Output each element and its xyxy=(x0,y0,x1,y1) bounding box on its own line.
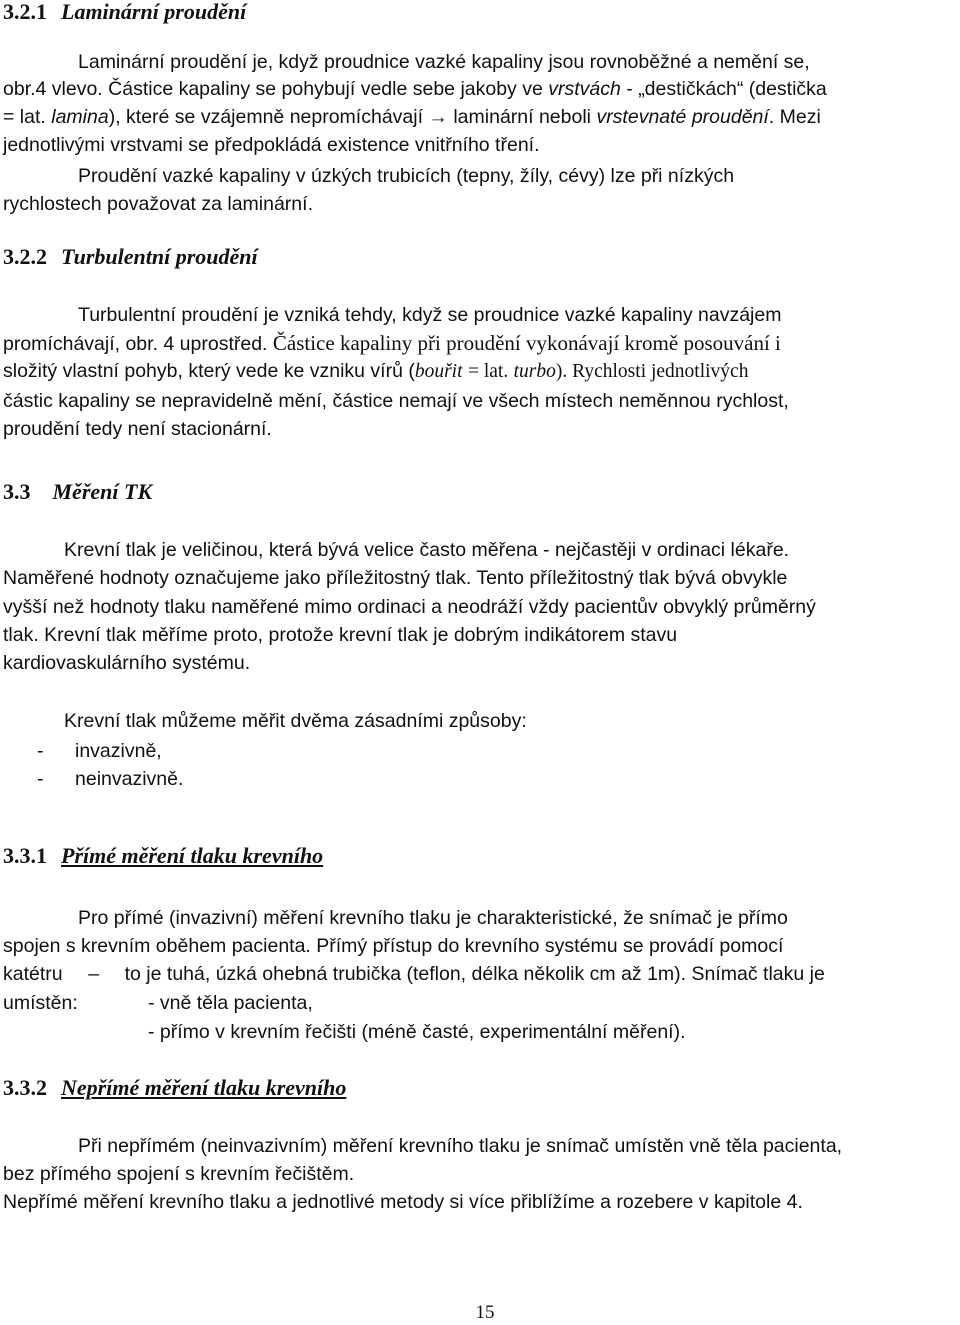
text-line: Pro přímé (invazivní) měření krevního tlaku je charakteristické, že snímač je přímo xyxy=(78,907,788,929)
text-line: tlak. Krevní tlak měříme proto, protože krevní tlak je dobrým indikátorem stavu xyxy=(3,624,678,646)
text-line: Laminární proudění je, když proudnice vazké kapaliny jsou rovnoběžné a nemění se, xyxy=(78,51,810,73)
text-line: Naměřené hodnoty označujeme jako příležitostný tlak. Tento příležitostný tlak bývá obvykle xyxy=(3,567,788,589)
section-heading-3-3-2: 3.3.2 Nepřímé měření tlaku krevního xyxy=(3,1075,347,1100)
section-title: Turbulentní proudění xyxy=(61,244,258,269)
text-line: bez přímého spojení s krevním řečištěm. xyxy=(3,1163,355,1185)
section-title: Laminární proudění xyxy=(61,0,247,24)
section-title: Nepřímé měření tlaku krevního xyxy=(61,1075,347,1100)
text-line: Krevní tlak můžeme měřit dvěma zásadními způsoby: xyxy=(64,710,527,732)
text-line: vyšší než hodnoty tlaku naměřené mimo ordinaci a neodráží vždy pacientův obvyklý průměrný xyxy=(3,596,816,618)
section-heading-3-2-2: 3.2.2 Turbulentní proudění xyxy=(3,244,258,269)
text-line: částic kapaliny se nepravidelně mění, částice nemají ve všech místech neměnnou rychlost, xyxy=(3,390,789,412)
text-line: Při nepřímém (neinvazivním) měření krevního tlaku je snímač umístěn vně těla pacienta, xyxy=(78,1135,843,1157)
text-line: složitý vlastní pohyb, který vede ke vzniku vírů (bouřit = lat. turbo). Rychlosti jednotlivých xyxy=(3,360,749,382)
text-line: jednotlivými vrstvami se předpokládá existence vnitřního tření. xyxy=(3,134,540,156)
text-line: Proudění vazké kapaliny v úzkých trubicích (tepny, žíly, cévy) lze při nízkých xyxy=(78,165,735,187)
text-line: spojen s krevním oběhem pacienta. Přímý přístup do krevního systému se provádí pomocí xyxy=(3,935,784,957)
text-line: promíchávají, obr. 4 uprostřed. Částice kapaliny při proudění vykonávají kromě posouvání i xyxy=(3,331,781,355)
text-line: Turbulentní proudění je vzniká tehdy, když se proudnice vazké kapaliny navzájem xyxy=(78,304,782,326)
section-heading-3-3-1: 3.3.1 Přímé měření tlaku krevního xyxy=(3,843,324,868)
text-line: kardiovaskulárního systému. xyxy=(3,652,251,674)
section-heading-3-3: 3.3 Měření TK xyxy=(3,479,153,504)
list-item: - neinvazivně. xyxy=(37,768,184,790)
page-number: 15 xyxy=(475,1302,495,1323)
text-line: obr.4 vlevo. Částice kapaliny se pohybují vedle sebe jakoby ve vrstvách - „destičkách“ (destička xyxy=(3,78,827,100)
section-heading-3-2-1: 3.2.1 Laminární proudění xyxy=(3,0,247,24)
text-line: - přímo v krevním řečišti (méně časté, experimentální měření). xyxy=(148,1021,686,1043)
text-line: Nepřímé měření krevního tlaku a jednotlivé metody si více přiblížíme a rozebere v kapitole 4. xyxy=(3,1191,803,1213)
text-line: Krevní tlak je veličinou, která bývá velice často měřena - nejčastěji v ordinaci lékaře. xyxy=(64,539,790,561)
text-line: umístěn: - vně těla pacienta, xyxy=(3,992,313,1014)
text-line: katétru – to je tuhá, úzká ohebná trubička (teflon, délka několik cm až 1m). Snímač tlaku je xyxy=(3,963,825,985)
text-line: proudění tedy není stacionární. xyxy=(3,418,272,440)
section-title: Přímé měření tlaku krevního xyxy=(61,843,324,868)
section-title: Měření TK xyxy=(52,479,153,504)
list-item: - invazivně, xyxy=(37,740,162,762)
text-line: = lat. lamina), které se vzájemně nepromíchávají → laminární neboli vrstevnaté proudění. Mezi xyxy=(3,106,821,128)
text-line: rychlostech považovat za laminární. xyxy=(3,193,313,215)
